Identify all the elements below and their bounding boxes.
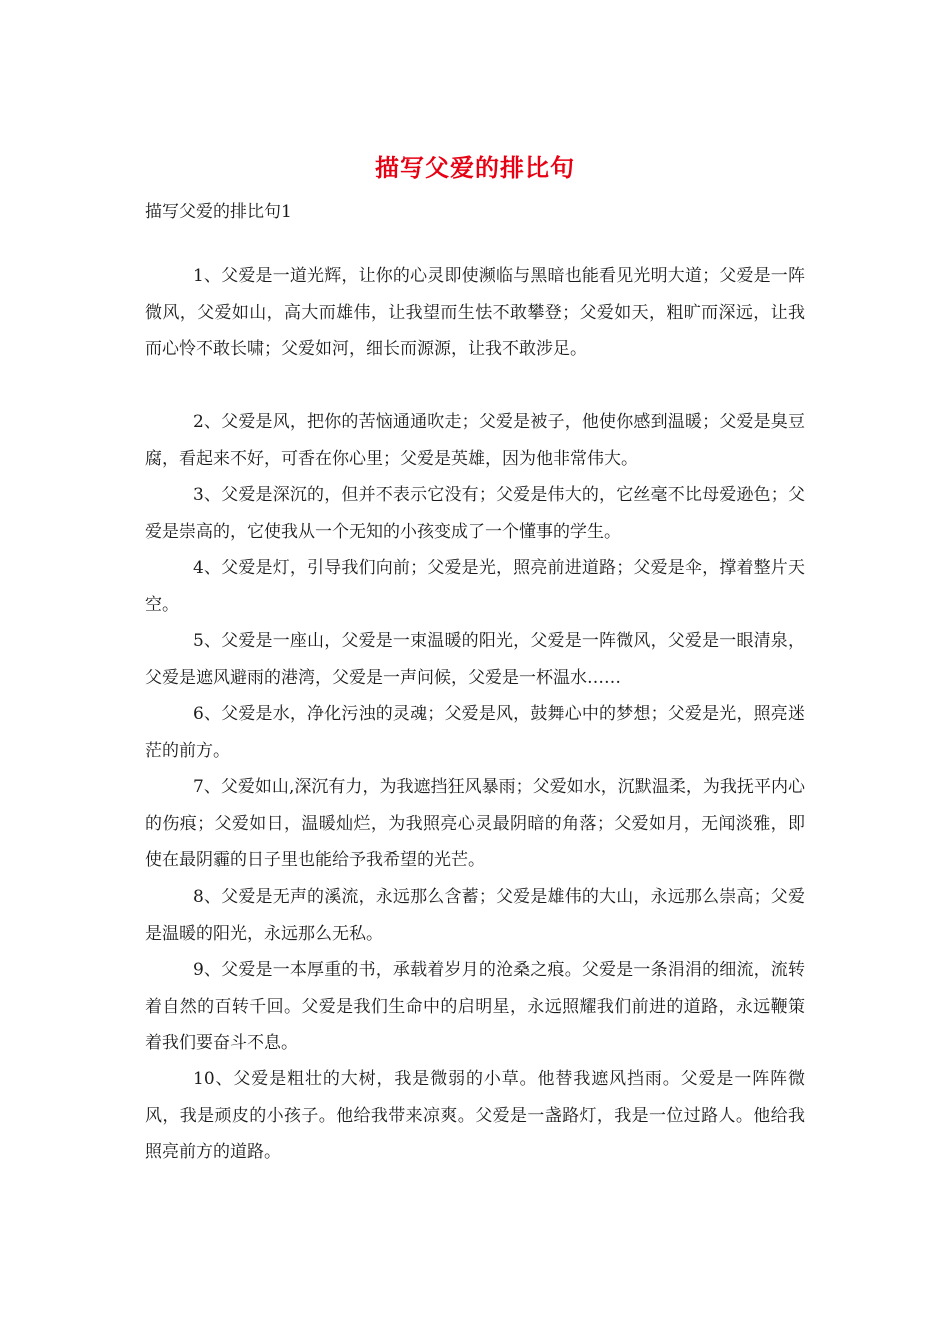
paragraph-2: 2、父爱是风，把你的苦恼通通吹走；父爱是被子，他使你感到温暖；父爱是臭豆腐，看起来不好，可香在你心里；父爱是英雄，因为他非常伟大。	[145, 412, 805, 469]
paragraph-10: 10、父爱是粗壮的大树，我是微弱的小草。他替我遮风挡雨。父爱是一阵阵微风，我是顽皮的小孩子。他给我带来凉爽。父爱是一盏路灯，我是一位过路人。他给我照亮前方的道路。	[145, 1069, 805, 1162]
paragraph-3: 3、父爱是深沉的，但并不表示它没有；父爱是伟大的，它丝毫不比母爱逊色；父爱是崇高的，它使我从一个无知的小孩变成了一个懂事的学生。	[145, 485, 805, 542]
paragraph-5: 5、父爱是一座山，父爱是一束温暖的阳光，父爱是一阵微风，父爱是一眼清泉，父爱是遮风避雨的港湾，父爱是一声问候，父爱是一杯温水……	[145, 631, 805, 688]
paragraph-8: 8、父爱是无声的溪流，永远那么含蓄；父爱是雄伟的大山，永远那么崇高；父爱是温暖的阳光，永远那么无私。	[145, 887, 805, 944]
paragraph-1: 1、父爱是一道光辉，让你的心灵即使濒临与黑暗也能看见光明大道；父爱是一阵微风，父爱如山，高大而雄伟，让我望而生怯不敢攀登；父爱如天，粗旷而深远，让我而心怜不敢长啸；父爱如河，细长而源源，让我不敢涉足。	[145, 266, 805, 359]
paragraph-7: 7、父爱如山,深沉有力，为我遮挡狂风暴雨；父爱如水，沉默温柔，为我抚平内心的伤痕；父爱如日，温暖灿烂，为我照亮心灵最阴暗的角落；父爱如月，无闻淡雅，即使在最阴霾的日子里也能给予我希望的光芒。	[145, 777, 805, 870]
paragraph-6: 6、父爱是水，净化污浊的灵魂；父爱是风，鼓舞心中的梦想；父爱是光，照亮迷茫的前方。	[145, 704, 805, 761]
paragraph-4: 4、父爱是灯，引导我们向前；父爱是光，照亮前进道路；父爱是伞，撑着整片天空。	[145, 558, 805, 615]
document-subtitle: 描写父爱的排比句1	[145, 202, 292, 222]
paragraph-9: 9、父爱是一本厚重的书，承载着岁月的沧桑之痕。父爱是一条涓涓的细流，流转着自然的百转千回。父爱是我们生命中的启明星，永远照耀我们前进的道路，永远鞭策着我们要奋斗不息。	[145, 960, 805, 1053]
document-title: 描写父爱的排比句	[375, 153, 575, 182]
